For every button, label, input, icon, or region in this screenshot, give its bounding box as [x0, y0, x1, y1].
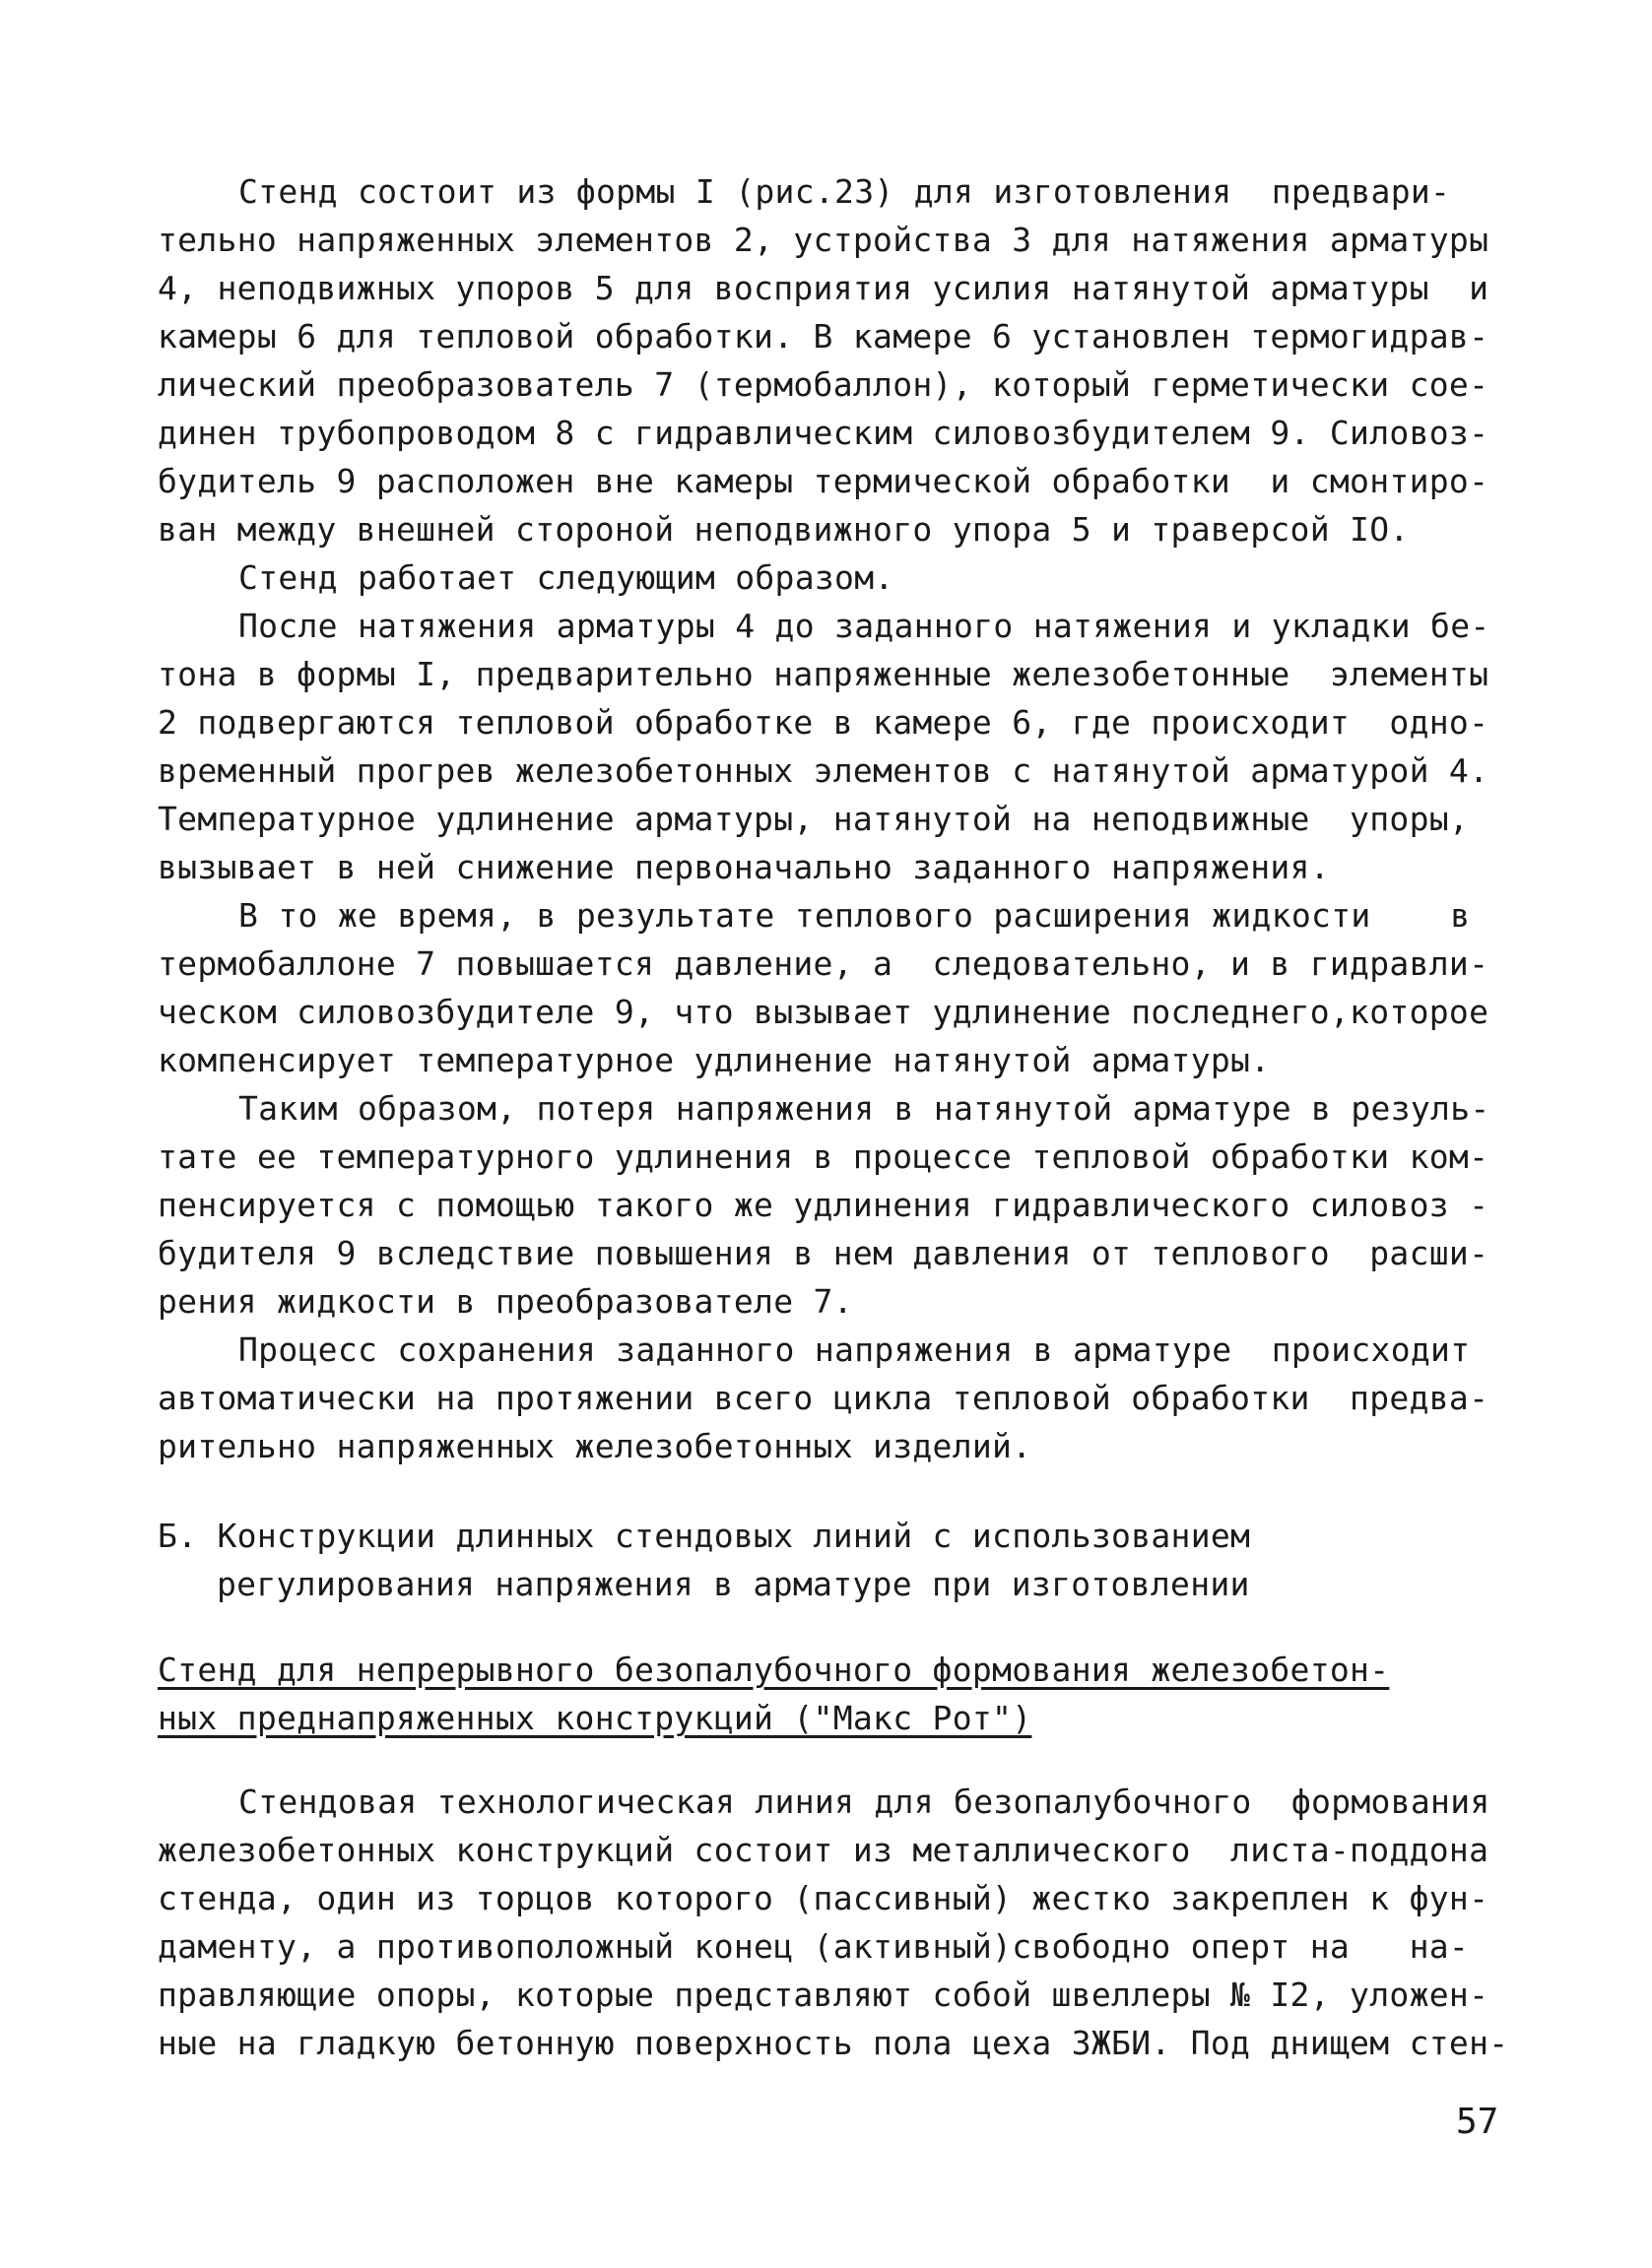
text-line: камеры 6 для тепловой обработки. В камере 6 установлен термогидрав- [158, 317, 1489, 356]
text-line: 4, неподвижных упоров 5 для восприятия усилия натянутой арматуры и [158, 269, 1489, 307]
text-line: ческом силовозбудителе 9, что вызывает удлинение последнего,которое [158, 993, 1489, 1031]
subsection-heading-line [158, 1646, 1497, 1694]
subsection-heading-line [158, 1694, 1497, 1742]
text-line: После натяжения арматуры 4 до заданного натяжения и укладки бе- [238, 607, 1490, 645]
text-line: тате ее температурного удлинения в процессе тепловой обработки ком- [158, 1137, 1489, 1176]
text-line: будителя 9 вследствие повышения в нем давления от теплового расши- [158, 1234, 1489, 1272]
text-line: ные на гладкую бетонную поверхность пола цеха ЗЖБИ. Под днищем стен- [158, 2024, 1509, 2062]
text-line: рения жидкости в преобразователе 7. [158, 1282, 853, 1321]
section-heading-line: регулирования напряжения в арматуре при изготовлении [217, 1565, 1250, 1603]
page-content [158, 167, 1509, 2067]
text-line: временный прогрев железобетонных элементов с натянутой арматурой 4. [158, 751, 1489, 790]
text-line: ван между внешней стороной неподвижного упора 5 и траверсой IO. [158, 510, 1410, 549]
text-line: Таким образом, потеря напряжения в натянутой арматуре в резуль- [238, 1089, 1490, 1128]
text-line: Стендовая технологическая линия для безопалубочного формования [238, 1782, 1490, 1821]
subsection-heading-text: ных преднапряженных конструкций ("Макс Рот") [158, 1699, 1032, 1737]
text-line: Стенд состоит из формы I (рис.23) для изготовления предвари- [238, 172, 1451, 211]
section-heading-line: Б. Конструкции длинных стендовых линий с использованием [158, 1517, 1251, 1555]
section-heading [158, 1512, 1497, 1608]
paragraph-7 [158, 1778, 1509, 2067]
text-line: вызывает в ней снижение первоначально заданного напряжения. [158, 848, 1330, 886]
text-line: тельно напряженных элементов 2, устройства 3 для натяжения арматуры [158, 221, 1489, 259]
text-line: рительно напряженных железобетонных изделий. [158, 1427, 1032, 1465]
text-line: стенда, один из торцов которого (пассивный) жестко закреплен к фун- [158, 1879, 1489, 1917]
text-line: 2 подвергаются тепловой обработке в камере 6, где происходит одно- [158, 703, 1489, 742]
paragraph-1 [158, 167, 1497, 553]
paragraph-2 [158, 553, 1497, 602]
subsection-heading [158, 1646, 1497, 1742]
text-line: автоматически на протяжении всего цикла тепловой обработки предва- [158, 1379, 1489, 1417]
text-line: динен трубопроводом 8 с гидравлическим силовозбудителем 9. Силовоз- [158, 414, 1489, 452]
paragraph-6 [158, 1326, 1497, 1470]
text-line: Температурное удлинение арматуры, натянутой на неподвижные упоры, [158, 800, 1470, 838]
text-line: В то же время, в результате теплового расширения жидкости в [238, 896, 1471, 935]
subsection-heading-text: Стенд для непрерывного безопалубочного формования железобетон- [158, 1651, 1390, 1689]
paragraph-4 [158, 891, 1497, 1084]
text-line: термобаллоне 7 повышается давление, а следовательно, и в гидравли- [158, 944, 1489, 983]
text-line: даменту, а противоположный конец (активный)свободно оперт на на- [158, 1927, 1470, 1966]
text-line: компенсирует температурное удлинение натянутой арматуры. [158, 1041, 1271, 1079]
text-line: Стенд работает следующим образом. [238, 558, 894, 597]
text-line: пенсируется с помощью такого же удлинения гидравлического силовоз - [158, 1186, 1489, 1224]
text-line: правляющие опоры, которые представляют собой швеллеры № I2, уложен- [158, 1976, 1489, 2014]
text-line: лический преобразователь 7 (термобаллон), который герметически сое- [158, 365, 1489, 404]
page-number: 57 [1456, 2102, 1499, 2142]
text-line: тона в формы I, предварительно напряженные железобетонные элементы [158, 655, 1489, 693]
paragraph-3 [158, 602, 1497, 891]
paragraph-5 [158, 1084, 1497, 1326]
text-line: железобетонных конструкций состоит из металлического листа-поддона [158, 1831, 1489, 1869]
text-line: будитель 9 расположен вне камеры термической обработки и смонтиро- [158, 462, 1489, 500]
text-line: Процесс сохранения заданного напряжения в арматуре происходит [238, 1330, 1471, 1369]
